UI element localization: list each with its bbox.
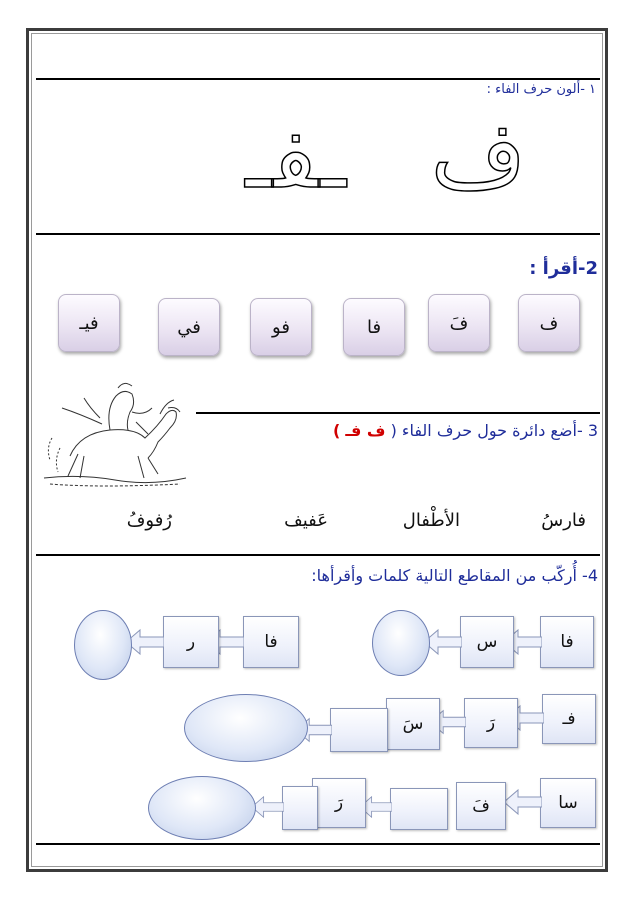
syllable-box: سا [540, 778, 596, 828]
arrow-left-icon [502, 788, 542, 816]
empty-box[interactable] [330, 708, 388, 752]
syllable-box: رَ [464, 698, 518, 748]
syllable-box: فـ [542, 694, 596, 744]
section2-title: 2-أقرأ : [529, 258, 598, 279]
outline-letter-medial: ـفـ [245, 102, 346, 209]
empty-box[interactable] [390, 788, 448, 830]
section1-title: ١ -ألون حرف الفاء : [486, 82, 596, 97]
reading-card-2: فَ [428, 294, 490, 352]
section3-title-text: 3 -أضع دائرة حول حرف الفاء ( [390, 421, 598, 440]
section3-title-close: ) [332, 421, 341, 440]
divider-2 [196, 412, 600, 414]
word-1[interactable]: فارسُ [541, 510, 586, 531]
syllable-box: فا [243, 616, 299, 668]
syllable-box: فا [540, 616, 594, 668]
syllable-box: س [460, 616, 514, 668]
syllable-box: سَ [386, 698, 440, 750]
reading-card-3: فا [343, 298, 405, 356]
word-3[interactable]: عَفيف [284, 510, 328, 531]
syllable-box: ر [163, 616, 219, 668]
syllable-box: فَ [456, 782, 506, 830]
reading-card-6: فيـ [58, 294, 120, 352]
outline-letter-isolated: ف [430, 102, 526, 209]
divider-top [36, 78, 600, 80]
word-2[interactable]: الأطْفال [402, 510, 460, 531]
word-4[interactable]: رُفوفُ [126, 510, 172, 531]
section4-title: 4- أُركّب من المقاطع التالية كلمات وأقرأها: [311, 566, 598, 585]
divider-3 [36, 554, 600, 556]
horse-rider-illustration [40, 378, 190, 496]
syllable-box: رَ [312, 778, 366, 828]
answer-oval[interactable] [372, 610, 430, 676]
answer-oval[interactable] [184, 694, 308, 762]
section3-target-letters: ف فـ [345, 421, 386, 440]
reading-card-5: في [158, 298, 220, 356]
divider-bottom [36, 843, 600, 845]
reading-card-4: فو [250, 298, 312, 356]
answer-oval[interactable] [148, 776, 256, 840]
section3-title [333, 421, 598, 440]
divider-1 [36, 233, 600, 235]
reading-card-1: ف [518, 294, 580, 352]
answer-oval[interactable] [74, 610, 132, 680]
empty-box[interactable] [282, 786, 318, 830]
